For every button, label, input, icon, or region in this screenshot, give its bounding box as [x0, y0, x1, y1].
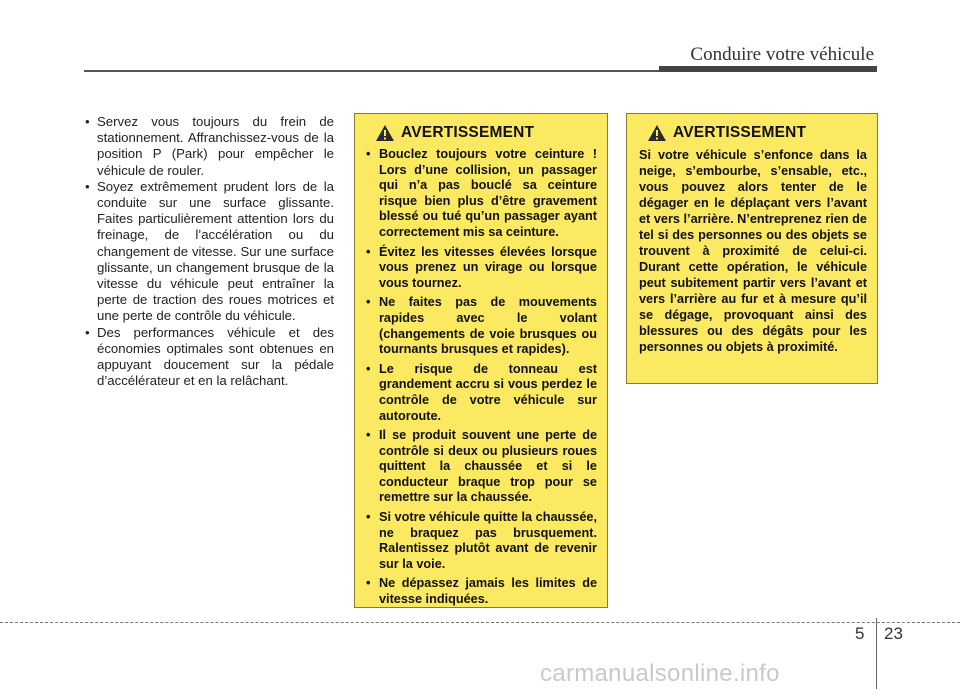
- left-bullet-list: [86, 114, 334, 389]
- list-item: • Évitez les vitesses élevées lorsque vous prenez un virage ou lorsque vous tournez.: [365, 245, 597, 292]
- left-column: [86, 114, 334, 389]
- list-item: • Bouclez toujours votre ceinture ! Lors d’une collision, un passager qui n’a pas bouclé sa ceinture risque bien plus d’être gravement blessé ou tué qu’un passager ayant correctement mis sa ceinture.: [365, 147, 597, 241]
- warning-list: [365, 147, 597, 608]
- list-item: • Ne faites pas de mouvements rapides avec le volant (changements de voie brusques ou tournants brusques et rapides).: [365, 295, 597, 357]
- list-item: • Ne dépassez jamais les limites de vitesse indiquées.: [365, 576, 597, 607]
- warning-triangle-icon: [647, 124, 667, 142]
- list-item: • Des performances véhicule et des économies optimales sont obtenues en appuyant doucement sur la pédale d’accélérateur et en la relâchant.: [86, 325, 334, 390]
- page-header-title: Conduire votre véhicule: [690, 44, 874, 65]
- list-item: • Si votre véhicule quitte la chaussée, ne braquez pas brusquement. Ralentissez plutôt avant de revenir sur la voie.: [365, 510, 597, 572]
- warning-title: AVERTISSEMENT: [401, 124, 535, 141]
- warning-text: Si votre véhicule s’enfonce dans la neige, s’embourbe, s’ensable, etc., vous pouvez alors tenter de le dégager en le déplaçant vers l’avant et vers l’arrière. N’entreprenez rien de tel si des personnes ou des objets se trouvent à proximité de celui-ci. Durant cette opération, le véhicule peut subitement partir vers l’avant et vers l’arrière au fur et à mesure qu’il se dégage, provoquant ainsi des blessures ou des dégâts pour les personnes ou objets à proximité.: [639, 148, 867, 354]
- watermark: carmanualsonline.info: [540, 660, 780, 687]
- list-item: • Soyez extrêmement prudent lors de la conduite sur une surface glissante. Faites particulièrement attention lors du freinage, de l’accélération ou du changement de vitesse. Sur une surface glissante, un changement brusque de la vitesse du véhicule peut entraîner la perte de traction des roues motrices et une perte de contrôle du véhicule.: [86, 179, 334, 325]
- warning-header: [365, 124, 597, 142]
- warning-triangle-icon: [375, 124, 395, 142]
- footer-rule: [0, 622, 960, 623]
- list-item: • Servez vous toujours du frein de stationnement. Affranchissez-vous de la position P (Park) pour empêcher le véhicule de rouler.: [86, 114, 334, 179]
- header-rule-accent: [659, 66, 877, 72]
- section-number: 5: [855, 624, 865, 643]
- warning-box-driving: [354, 113, 608, 608]
- warning-box-stuck: [626, 113, 878, 384]
- list-item: • Le risque de tonneau est grandement accru si vous perdez le contrôle de votre véhicule sur autoroute.: [365, 362, 597, 424]
- page-number-divider: [876, 618, 877, 689]
- list-item: • Il se produit souvent une perte de contrôle si deux ou plusieurs roues quittent la chaussée et si le conducteur braque trop pour se remettre sur la chaussée.: [365, 428, 597, 506]
- warning-header: [637, 124, 867, 142]
- page-number: 23: [884, 624, 903, 643]
- warning-title: AVERTISSEMENT: [673, 124, 807, 141]
